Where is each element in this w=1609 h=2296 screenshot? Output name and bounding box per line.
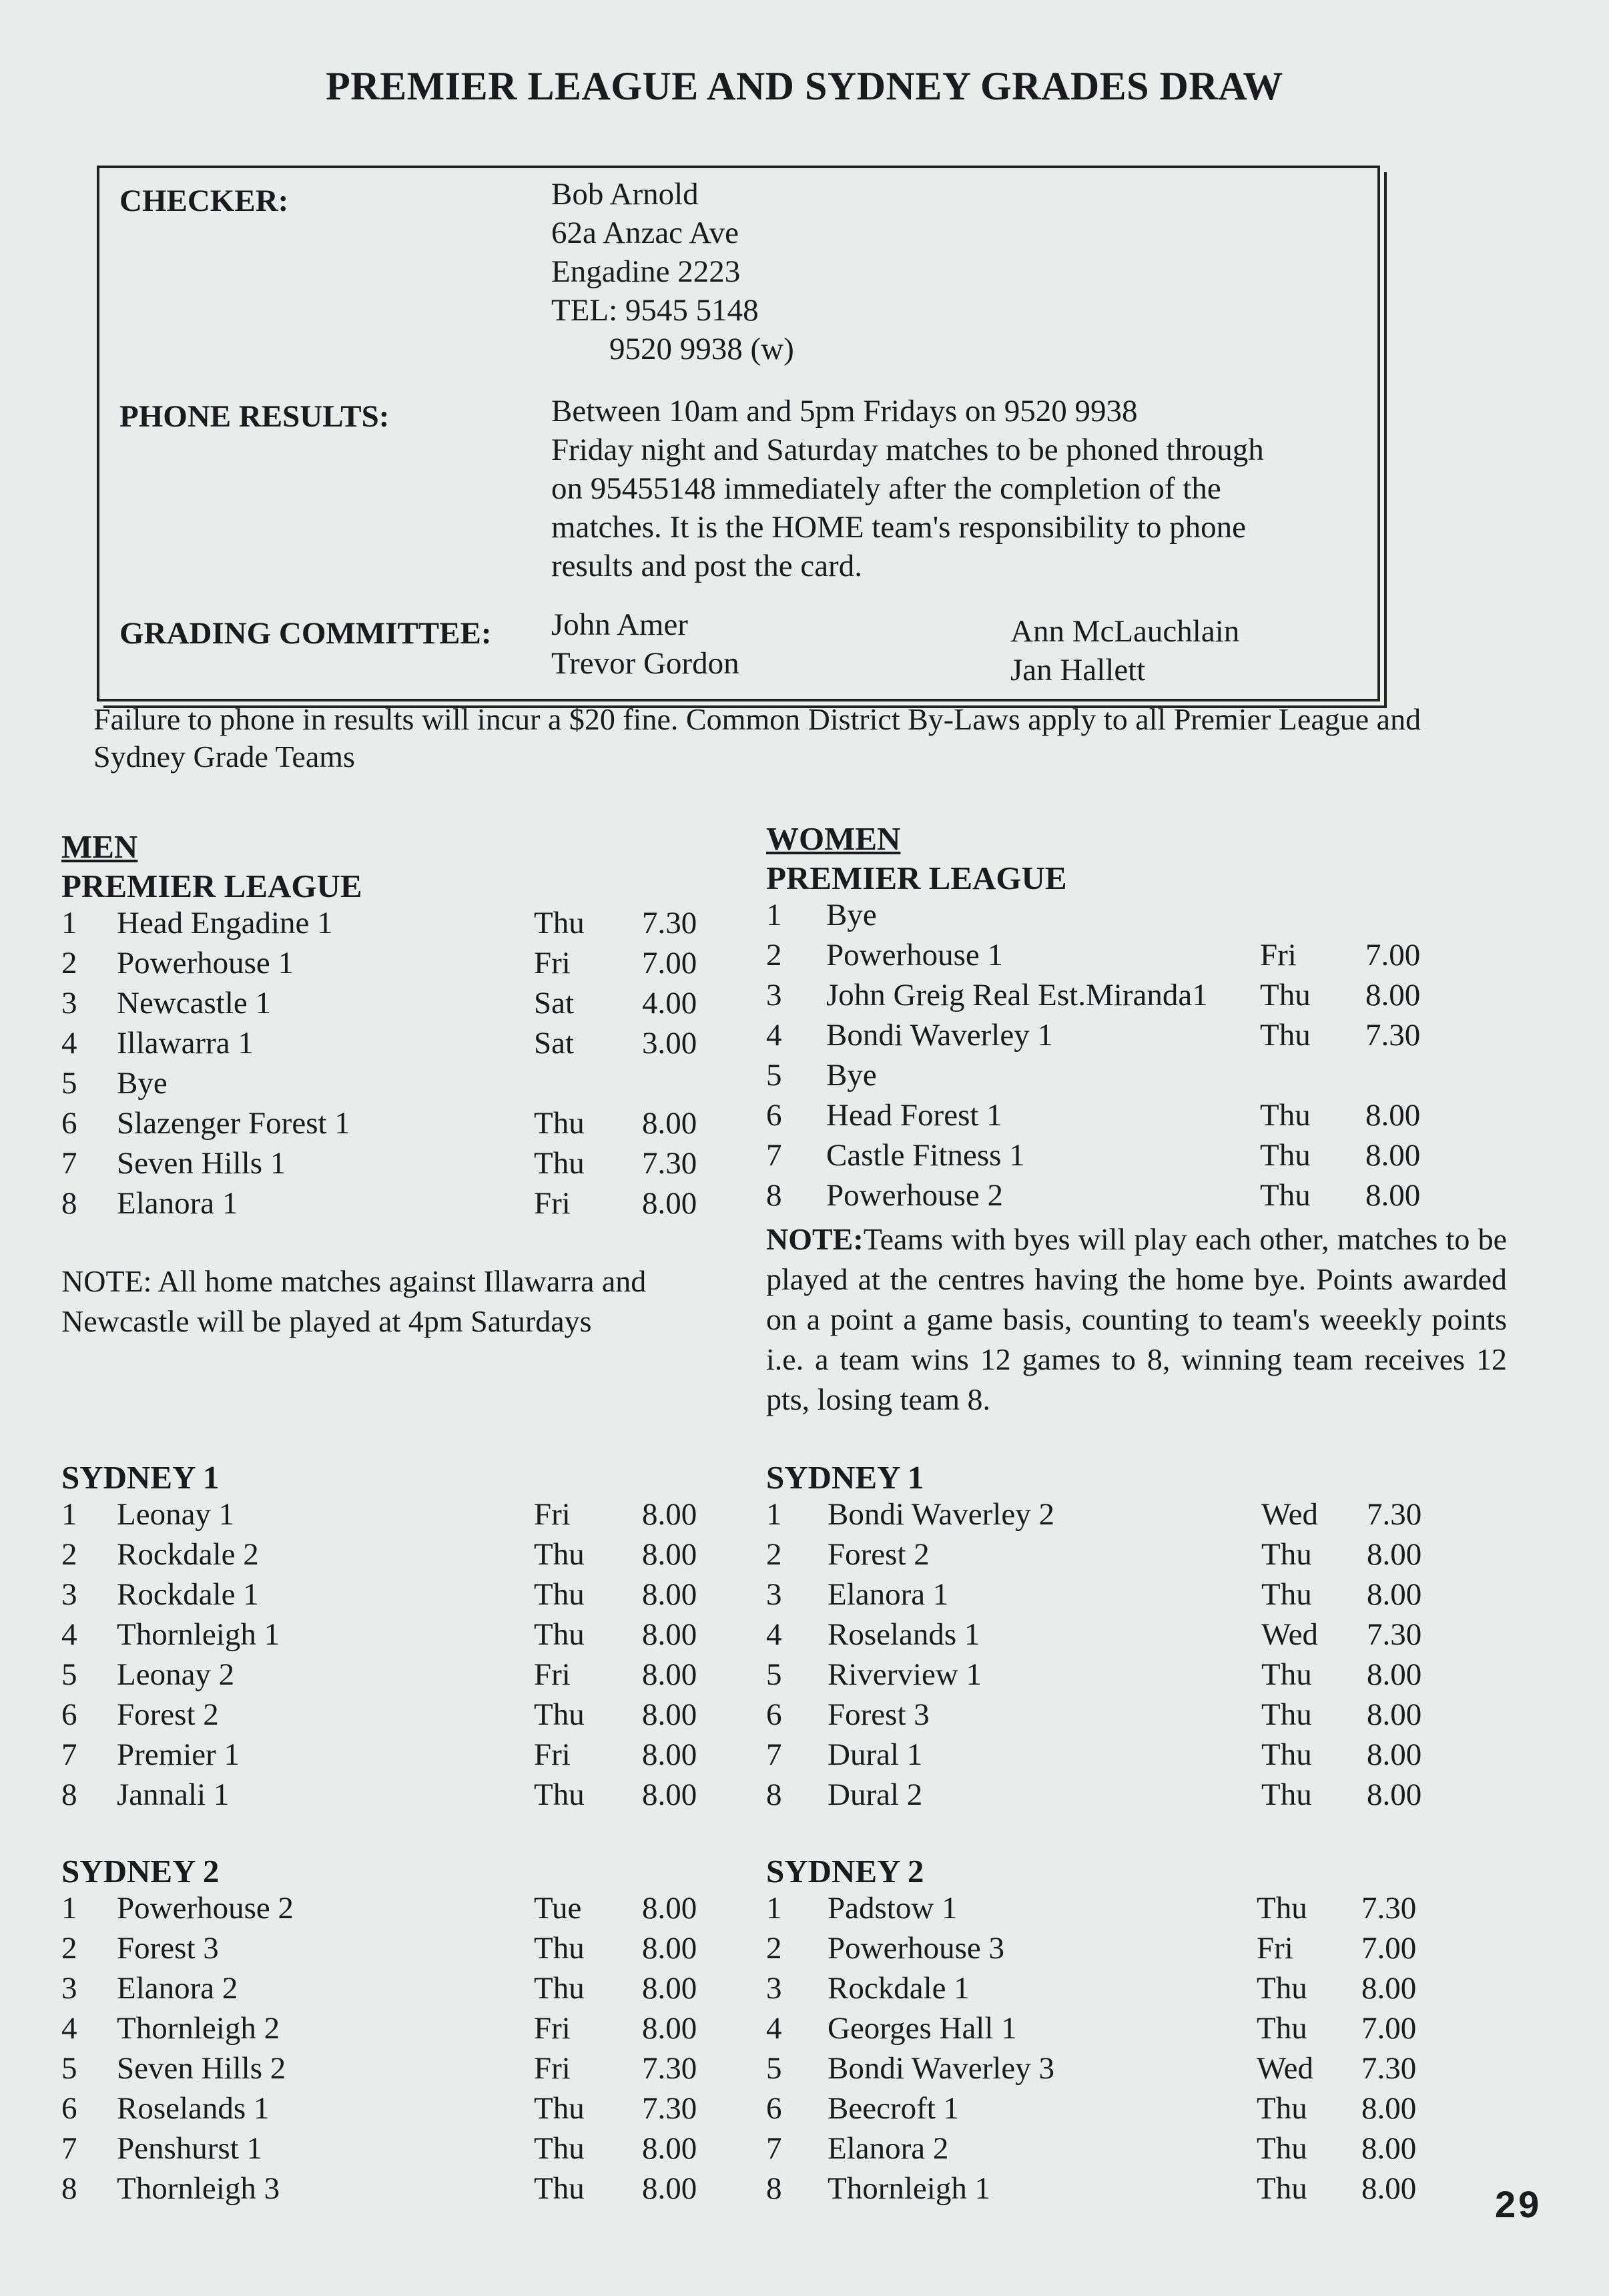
row-number: 4 [766,1018,782,1053]
table-row [61,905,729,945]
table-row [766,2130,1500,2171]
table-row [766,1737,1500,1777]
row-number: 2 [61,1537,77,1572]
team-name: Georges Hall 1 [828,2011,1017,2046]
table-row [766,1617,1500,1657]
team-name: Head Forest 1 [826,1098,1002,1133]
table-row [61,1576,729,1617]
men-heading: MEN [61,828,138,865]
row-number: 4 [61,2011,77,2046]
match-time: 8.00 [642,2131,697,2166]
men-sydney2-table [61,1890,729,2211]
checker-label: CHECKER: [119,184,289,218]
table-row [61,1065,729,1105]
men-sydney1-heading: SYDNEY 1 [61,1459,220,1496]
table-row [61,1185,729,1225]
match-day: Thu [534,1777,585,1812]
team-name: Rockdale 1 [117,1577,259,1612]
match-time: 8.00 [642,1737,697,1772]
match-day: Thu [534,1146,585,1181]
team-name: Rockdale 2 [117,1537,259,1572]
table-row [61,1737,729,1777]
women-sydney1 [766,1458,1500,1817]
match-day: Thu [1261,1777,1312,1812]
men-sydney2 [61,1852,729,2211]
row-number: 2 [766,938,782,972]
row-number: 6 [61,2091,77,2126]
row-number: 1 [766,1497,782,1532]
row-number: 8 [766,2171,782,2206]
table-row [61,2050,729,2090]
team-name: Premier 1 [117,1737,240,1772]
match-day: Thu [1257,2171,1307,2206]
row-number: 8 [766,1178,782,1213]
match-time: 8.00 [642,1777,697,1812]
team-name: Leonay 2 [117,1657,235,1692]
team-name: Newcastle 1 [117,986,271,1021]
match-day: Thu [1260,1178,1311,1213]
team-name: Bye [826,898,877,932]
team-name: Powerhouse 2 [826,1178,1003,1213]
row-number: 6 [766,1697,782,1732]
match-day: Wed [1261,1497,1318,1532]
match-day: Thu [1261,1537,1312,1572]
row-number: 2 [766,1537,782,1572]
match-day: Fri [1260,938,1297,972]
match-day: Fri [534,946,571,980]
team-name: Thornleigh 1 [828,2171,991,2206]
match-day: Fri [1257,1931,1293,1966]
table-row [766,2171,1500,2211]
table-row [61,1697,729,1737]
row-number: 7 [766,1138,782,1173]
table-row [61,1777,729,1817]
match-time: 7.30 [1367,1497,1422,1532]
team-name: Leonay 1 [117,1497,235,1532]
match-time: 7.00 [1361,2011,1417,2046]
match-day: Thu [1257,1891,1307,1926]
committee-member: Trevor Gordon [551,646,739,681]
match-day: Thu [1257,2091,1307,2126]
row-number: 5 [766,1657,782,1692]
match-time: 8.00 [642,1497,697,1532]
table-row [766,1657,1500,1697]
team-name: Castle Fitness 1 [826,1138,1025,1173]
team-name: Jannali 1 [117,1777,230,1812]
match-time: 7.30 [1361,1891,1417,1926]
phone-results-line: on 95455148 immediately after the completion of the [551,471,1221,506]
row-number: 7 [766,2131,782,2166]
row-number: 5 [61,1657,77,1692]
match-time: 8.00 [1365,1178,1421,1213]
match-day: Thu [534,1106,585,1141]
table-row [766,1576,1500,1617]
team-name: Bondi Waverley 1 [826,1018,1053,1053]
row-number: 2 [766,1931,782,1966]
checker-street: 62a Anzac Ave [551,216,739,250]
match-time: 8.00 [642,1617,697,1652]
match-time: 8.00 [1365,1098,1421,1133]
match-time: 7.00 [1361,1931,1417,1966]
info-box [97,166,1380,701]
row-number: 7 [766,1737,782,1772]
table-row [61,1890,729,1930]
match-time: 7.30 [1367,1617,1422,1652]
women-premier-note [766,1219,1507,1420]
match-day: Thu [534,906,585,940]
match-time: 8.00 [642,1577,697,1612]
team-name: Beecroft 1 [828,2091,960,2126]
team-name: Roselands 1 [828,1617,980,1652]
table-row [766,977,1500,1017]
match-day: Thu [534,2091,585,2126]
table-row [61,1657,729,1697]
row-number: 3 [61,1971,77,2006]
team-name: Padstow 1 [828,1891,958,1926]
row-number: 5 [61,2051,77,2086]
match-time: 8.00 [642,1971,697,2006]
team-name: Slazenger Forest 1 [117,1106,350,1141]
match-day: Thu [534,1577,585,1612]
match-day: Wed [1257,2051,1313,2086]
match-day: Thu [1257,1971,1307,2006]
match-day: Thu [1260,978,1311,1013]
team-name: John Greig Real Est.Miranda1 [826,978,1208,1013]
match-day: Sat [534,1026,575,1061]
match-day: Fri [534,1657,571,1692]
table-row [766,2050,1500,2090]
match-day: Tue [534,1891,582,1926]
table-row [61,1930,729,1970]
match-day: Thu [1260,1138,1311,1173]
match-time: 7.00 [642,946,697,980]
team-name: Powerhouse 1 [117,946,294,980]
phone-results-line: Friday night and Saturday matches to be phoned through [551,433,1264,467]
team-name: Riverview 1 [828,1657,982,1692]
team-name: Bondi Waverley 2 [828,1497,1054,1532]
team-name: Seven Hills 2 [117,2051,286,2086]
match-time: 7.30 [642,1146,697,1181]
row-number: 3 [766,978,782,1013]
table-row [61,1105,729,1145]
note-text: Teams with byes will play each other, matches to be played at the centres having the home bye. Points awarded on a point a game basis, counting to team's weeekly points i.e. a team wins 12 games to 8, winning team receives 12 pts, losing team 8. [766,1222,1507,1416]
row-number: 1 [61,1497,77,1532]
row-number: 4 [766,1617,782,1652]
match-day: Thu [1261,1697,1312,1732]
match-day: Thu [1261,1657,1312,1692]
row-number: 1 [61,1891,77,1926]
match-time: 8.00 [642,2011,697,2046]
men-sydney2-heading: SYDNEY 2 [61,1853,220,1890]
checker-work-phone: 9520 9938 (w) [609,332,794,366]
match-time: 8.00 [1365,1138,1421,1173]
table-row [766,1697,1500,1737]
match-time: 8.00 [642,1697,697,1732]
match-day: Thu [534,1697,585,1732]
match-time: 8.00 [1367,1737,1422,1772]
match-day: Thu [534,1971,585,2006]
team-name: Bye [117,1066,168,1101]
match-day: Thu [1261,1737,1312,1772]
table-row [766,2090,1500,2130]
match-day: Thu [1261,1577,1312,1612]
team-name: Powerhouse 1 [826,938,1003,972]
team-name: Forest 2 [117,1697,219,1732]
row-number: 8 [61,1777,77,1812]
row-number: 8 [766,1777,782,1812]
table-row [61,945,729,985]
row-number: 6 [766,2091,782,2126]
table-row [766,897,1500,937]
table-row [766,1137,1500,1177]
match-day: Thu [534,1537,585,1572]
row-number: 6 [766,1098,782,1133]
note-label: NOTE: [766,1222,864,1256]
men-sydney1-table [61,1496,729,1817]
table-row [61,2171,729,2211]
match-time: 7.30 [1365,1018,1421,1053]
table-row [61,2130,729,2171]
checker-phone: TEL: 9545 5148 [551,293,759,328]
team-name: Illawarra 1 [117,1026,254,1061]
match-time: 8.00 [642,1891,697,1926]
match-time: 8.00 [1365,978,1421,1013]
checker-suburb: Engadine 2223 [551,254,741,289]
match-time: 8.00 [642,1106,697,1141]
row-number: 1 [766,898,782,932]
checker-details [551,175,794,368]
grading-committee-label: GRADING COMMITTEE: [119,616,492,651]
phone-results-line: results and post the card. [551,549,862,583]
row-number: 2 [61,946,77,980]
match-day: Thu [534,1931,585,1966]
table-row [61,1617,729,1657]
team-name: Forest 3 [117,1931,219,1966]
row-number: 1 [766,1891,782,1926]
phone-results-line: Between 10am and 5pm Fridays on 9520 9938 [551,394,1138,428]
team-name: Thornleigh 3 [117,2171,280,2206]
table-row [766,1496,1500,1536]
team-name: Elanora 1 [828,1577,949,1612]
match-time: 8.00 [642,1537,697,1572]
row-number: 3 [61,986,77,1021]
table-row [766,1777,1500,1817]
row-number: 1 [61,906,77,940]
women-column [766,820,1500,1217]
committee-member: John Amer [551,607,688,642]
row-number: 5 [766,1058,782,1093]
team-name: Dural 2 [828,1777,923,1812]
row-number: 3 [766,1971,782,2006]
match-time: 8.00 [642,2171,697,2206]
men-premier-heading: PREMIER LEAGUE [61,868,362,904]
table-row [61,2010,729,2050]
row-number: 5 [766,2051,782,2086]
team-name: Forest 3 [828,1697,930,1732]
match-day: Thu [1257,2131,1307,2166]
team-name: Forest 2 [828,1537,930,1572]
match-time: 7.30 [642,2051,697,2086]
table-row [61,1536,729,1576]
team-name: Dural 1 [828,1737,923,1772]
table-row [766,1536,1500,1576]
match-day: Fri [534,1497,571,1532]
row-number: 8 [61,1186,77,1221]
team-name: Rockdale 1 [828,1971,970,2006]
women-premier-heading: PREMIER LEAGUE [766,860,1067,896]
men-sydney1 [61,1458,729,1817]
men-premier-note [61,1261,729,1342]
table-row [766,1177,1500,1217]
row-number: 3 [61,1577,77,1612]
team-name: Bye [826,1058,877,1093]
team-name: Elanora 1 [117,1186,238,1221]
match-time: 8.00 [1367,1777,1422,1812]
row-number: 6 [61,1106,77,1141]
match-time: 8.00 [1367,1657,1422,1692]
match-time: 7.30 [642,906,697,940]
team-name: Seven Hills 1 [117,1146,286,1181]
grading-committee-right [1010,612,1239,689]
phone-results-text [551,392,1264,585]
team-name: Powerhouse 2 [117,1891,294,1926]
team-name: Elanora 2 [828,2131,949,2166]
table-row [61,2090,729,2130]
grading-committee-left [551,605,739,683]
phone-results-line: matches. It is the HOME team's responsibility to phone [551,510,1246,545]
match-day: Thu [534,2131,585,2166]
table-row [766,1057,1500,1097]
checker-name: Bob Arnold [551,177,699,212]
fine-footnote: Failure to phone in results will incur a $20 fine. Common District By-Laws apply to all Premier League and Sydney Grade Teams [93,702,1421,774]
row-number: 2 [61,1931,77,1966]
match-time: 8.00 [1367,1577,1422,1612]
row-number: 3 [766,1577,782,1612]
match-time: 8.00 [1361,2171,1417,2206]
match-day: Sat [534,986,575,1021]
women-sydney2-table [766,1890,1500,2211]
match-time: 8.00 [1367,1697,1422,1732]
committee-member: Ann McLauchlain [1010,614,1240,649]
team-name: Head Engadine 1 [117,906,333,940]
match-time: 8.00 [1361,2091,1417,2126]
match-time: 8.00 [1361,1971,1417,2006]
match-time: 8.00 [642,1657,697,1692]
row-number: 8 [61,2171,77,2206]
match-time: 4.00 [642,986,697,1021]
team-name: Elanora 2 [117,1971,238,2006]
match-time: 8.00 [642,1931,697,1966]
row-number: 4 [766,2011,782,2046]
committee-member: Jan Hallett [1010,653,1146,687]
team-name: Roselands 1 [117,2091,270,2126]
match-day: Fri [534,1186,571,1221]
table-row [766,937,1500,977]
row-number: 4 [61,1026,77,1061]
page-title: PREMIER LEAGUE AND SYDNEY GRADES DRAW [326,64,1283,108]
row-number: 7 [61,2131,77,2166]
team-name: Powerhouse 3 [828,1931,1004,1966]
table-row [61,1496,729,1536]
table-row [61,985,729,1025]
team-name: Thornleigh 2 [117,2011,280,2046]
team-name: Bondi Waverley 3 [828,2051,1054,2086]
men-premier-table [61,905,729,1225]
table-row [766,1970,1500,2010]
table-row [766,1890,1500,1930]
row-number: 5 [61,1066,77,1101]
match-day: Fri [534,1737,571,1772]
row-number: 7 [61,1737,77,1772]
table-row [766,1017,1500,1057]
women-sydney1-table [766,1496,1500,1817]
match-time: 7.30 [1361,2051,1417,2086]
table-row [61,1025,729,1065]
women-heading: WOMEN [766,820,901,857]
table-row [766,1097,1500,1137]
team-name: Thornleigh 1 [117,1617,280,1652]
match-time: 8.00 [1361,2131,1417,2166]
table-row [61,1970,729,2010]
team-name: Penshurst 1 [117,2131,263,2166]
women-premier-table [766,897,1500,1217]
match-day: Thu [1257,2011,1307,2046]
note-label: NOTE: [61,1264,152,1298]
phone-results-label: PHONE RESULTS: [119,399,390,434]
women-sydney2-heading: SYDNEY 2 [766,1853,924,1890]
table-row [766,1930,1500,1970]
men-column [61,828,729,1225]
women-sydney1-heading: SYDNEY 1 [766,1459,924,1496]
page-number: 29 [1495,2183,1542,2225]
match-day: Thu [534,1617,585,1652]
women-sydney2 [766,1852,1500,2211]
match-day: Thu [534,2171,585,2206]
match-day: Fri [534,2011,571,2046]
match-time: 8.00 [642,1186,697,1221]
match-day: Fri [534,2051,571,2086]
match-day: Wed [1261,1617,1318,1652]
match-time: 7.30 [642,2091,697,2126]
table-row [766,2010,1500,2050]
row-number: 6 [61,1697,77,1732]
table-row [61,1145,729,1185]
match-day: Thu [1260,1098,1311,1133]
match-time: 7.00 [1365,938,1421,972]
note-text: All home matches against Illawarra and Newcastle will be played at 4pm Saturdays [61,1264,647,1338]
match-time: 8.00 [1367,1537,1422,1572]
match-day: Thu [1260,1018,1311,1053]
match-time: 3.00 [642,1026,697,1061]
row-number: 7 [61,1146,77,1181]
row-number: 4 [61,1617,77,1652]
